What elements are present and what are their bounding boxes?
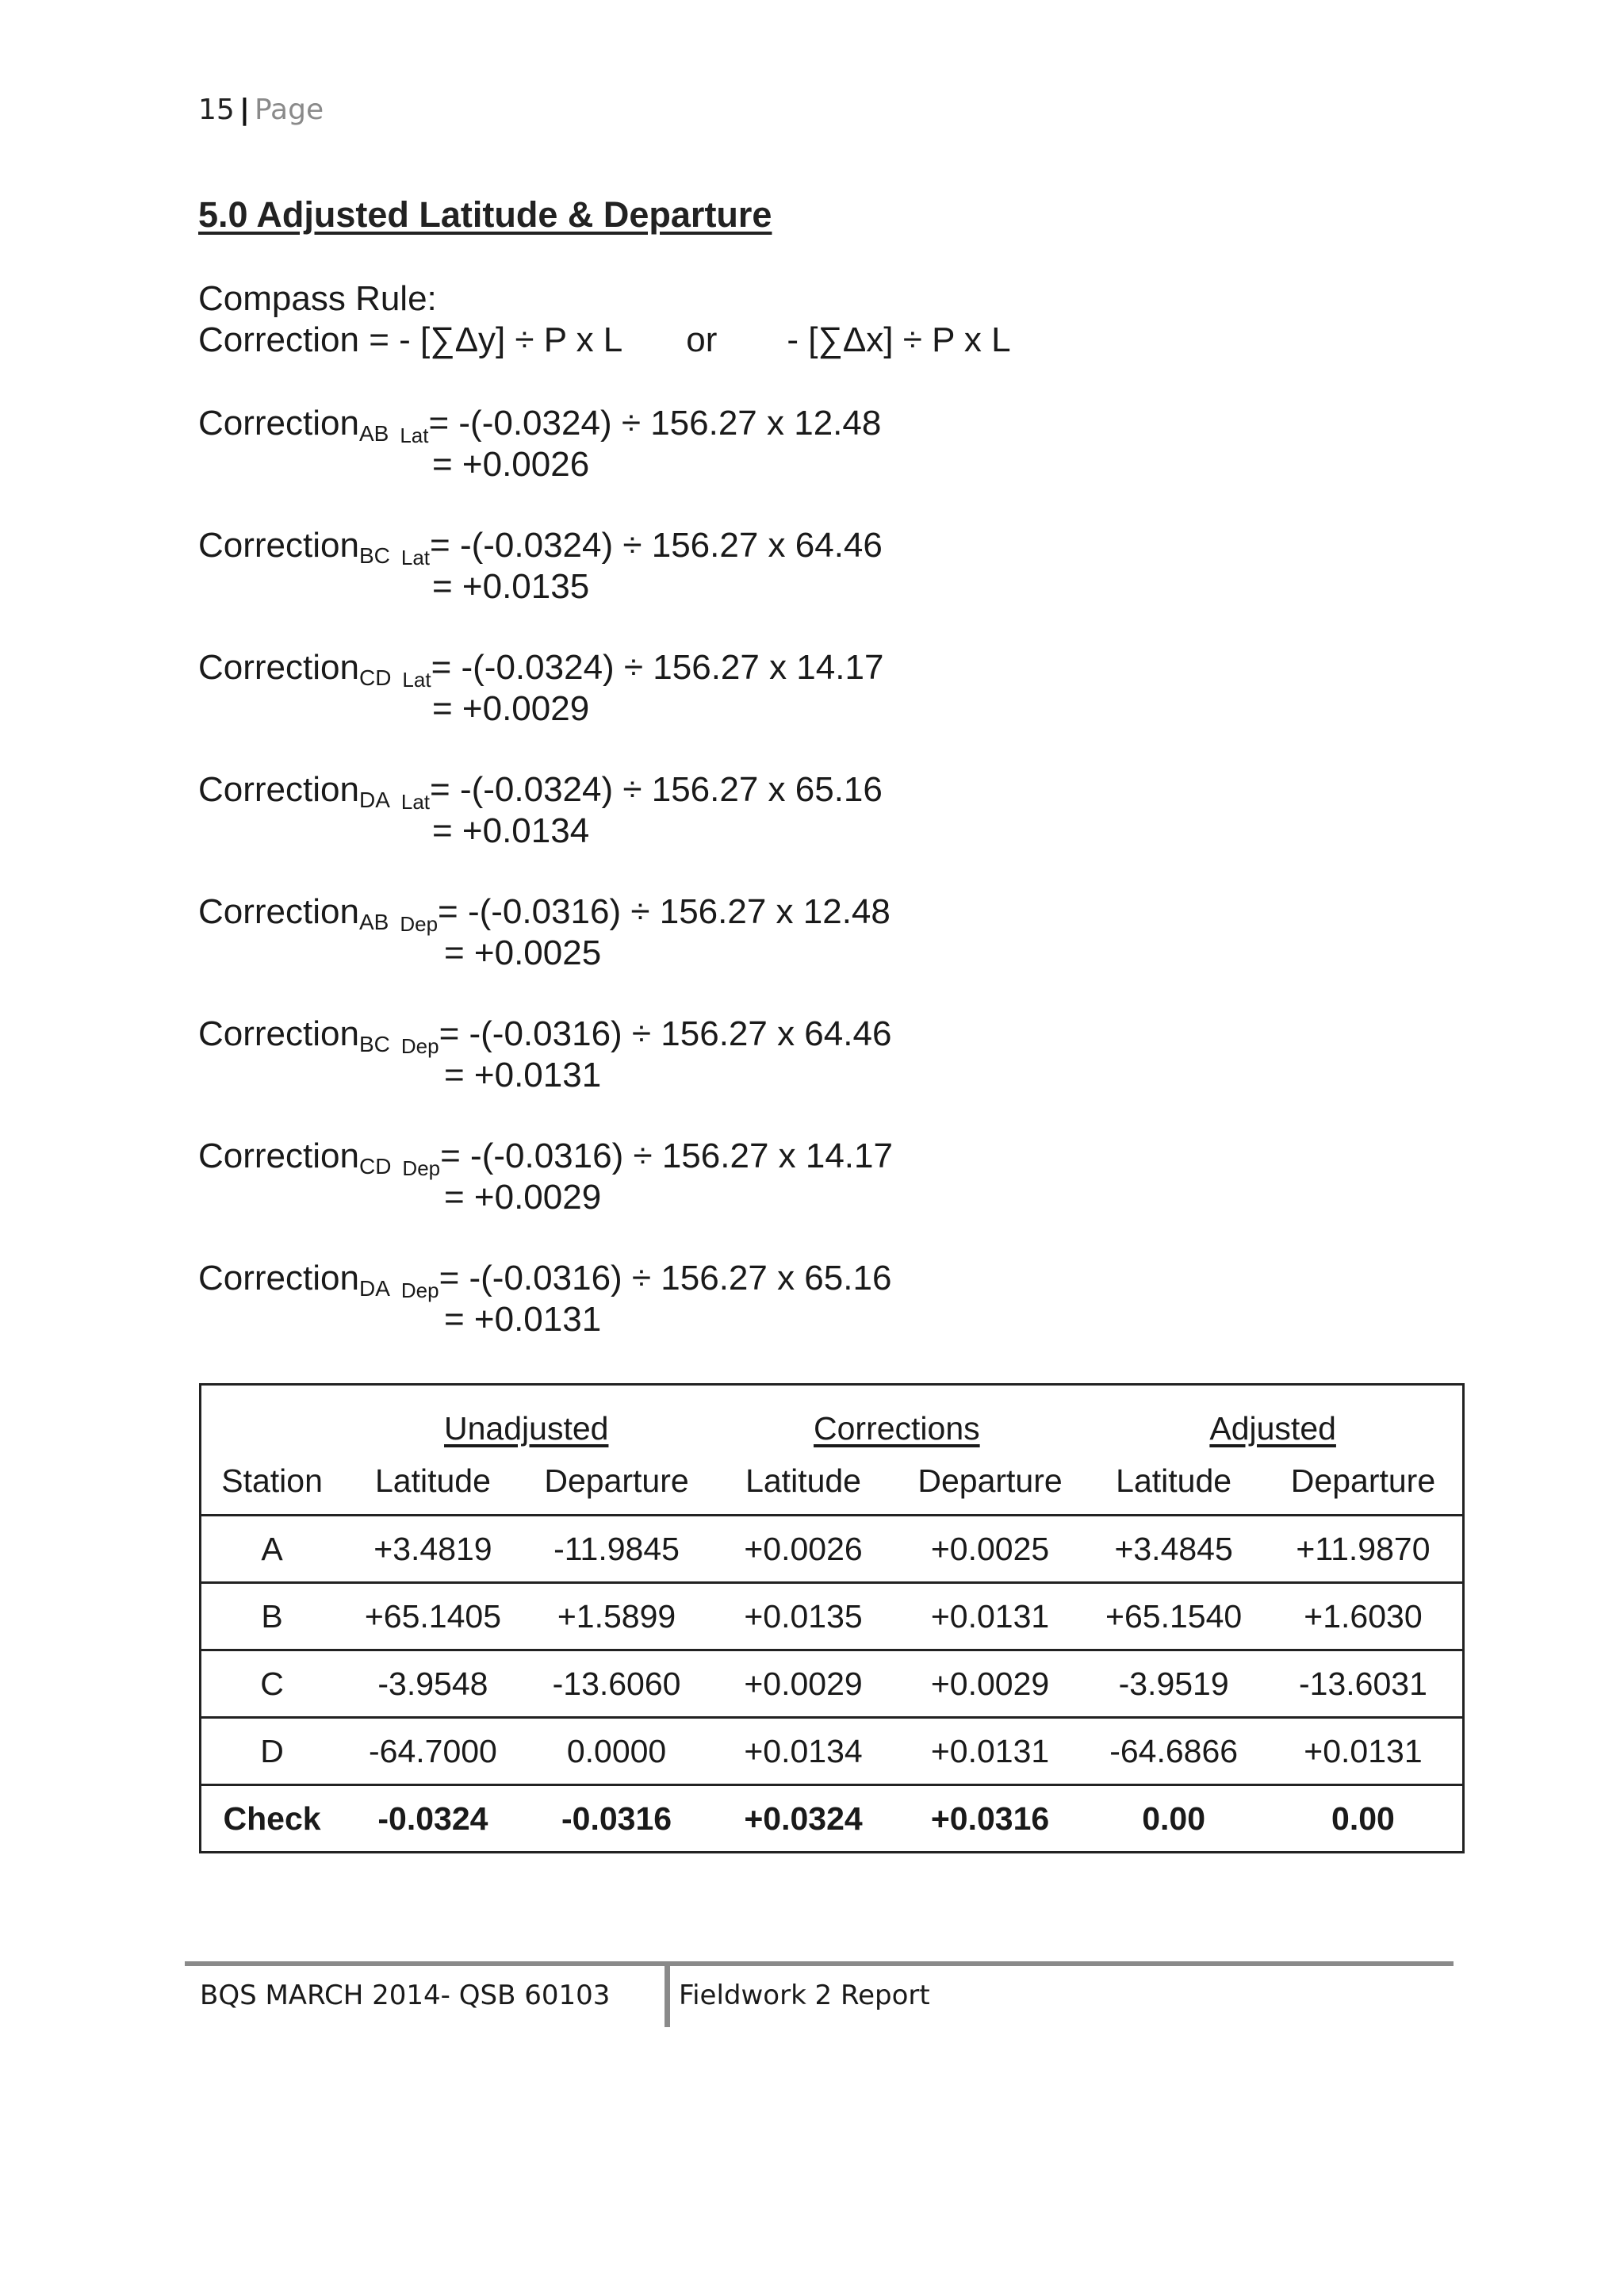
- correction-formula: [198, 320, 1011, 360]
- correction-word: Correction: [198, 1137, 359, 1175]
- type-subscript: Dep: [402, 1156, 441, 1180]
- footer-rule: [185, 1961, 1454, 1966]
- correction-word: Correction: [198, 770, 359, 809]
- correction-result: = +0.0029: [444, 1178, 602, 1217]
- table-cell: -3.9519: [1083, 1650, 1264, 1718]
- table-cell: C: [201, 1650, 343, 1718]
- correction-lat-bc: [198, 525, 883, 608]
- table-cell: +0.0316: [897, 1785, 1084, 1853]
- rule-title: Compass Rule:: [198, 279, 437, 318]
- type-subscript: Dep: [400, 1034, 439, 1058]
- table-cell: +0.0134: [710, 1718, 896, 1785]
- table-row: [201, 1650, 1464, 1718]
- table-cell: +65.1405: [343, 1583, 523, 1650]
- group-corrections: Corrections: [814, 1410, 980, 1447]
- type-subscript: Dep: [400, 1278, 439, 1302]
- page-number: 15: [198, 94, 235, 126]
- line-subscript: AB: [358, 910, 389, 934]
- line-subscript: AB: [358, 421, 389, 446]
- correction-result: = +0.0131: [444, 1056, 602, 1094]
- column-header: Departure: [917, 1462, 1063, 1499]
- type-subscript: Lat: [400, 790, 431, 814]
- table-cell: +1.6030: [1264, 1583, 1464, 1650]
- table-cell: +0.0324: [710, 1785, 896, 1853]
- footer-report-title: Fieldwork 2 Report: [679, 1980, 930, 2011]
- column-header: Latitude: [374, 1462, 491, 1499]
- table-cell: +3.4845: [1083, 1516, 1264, 1583]
- table-cell: B: [201, 1583, 343, 1650]
- line-subscript: BC: [358, 543, 390, 568]
- correction-expression: = -(-0.0324) ÷ 156.27 x 65.16: [430, 770, 883, 809]
- column-header: Departure: [544, 1462, 689, 1499]
- correction-word: Correction: [198, 404, 359, 443]
- table-group-header-row: [201, 1385, 1464, 1448]
- table-cell: -64.6866: [1083, 1718, 1264, 1785]
- correction-lat-cd: [198, 647, 883, 730]
- formula-right: - [∑Δx] ÷ P x L: [787, 320, 1011, 359]
- correction-result: = +0.0135: [432, 567, 590, 606]
- correction-result: = +0.0134: [432, 811, 590, 850]
- correction-dep-da: [198, 1258, 891, 1340]
- table-check-row: [201, 1785, 1464, 1853]
- table-cell: +0.0135: [710, 1583, 896, 1650]
- table-cell: -13.6031: [1264, 1650, 1464, 1718]
- table-cell: +0.0029: [710, 1650, 896, 1718]
- table-header-row: [201, 1447, 1464, 1516]
- page-header: [198, 94, 324, 126]
- correction-dep-ab: [198, 891, 891, 974]
- type-subscript: Lat: [402, 668, 431, 692]
- table-row: [201, 1718, 1464, 1785]
- table-cell: -13.6060: [523, 1650, 710, 1718]
- correction-result: = +0.0131: [444, 1300, 602, 1339]
- line-subscript: DA: [358, 788, 390, 812]
- correction-result: = +0.0029: [432, 689, 590, 728]
- table-cell: +0.0025: [897, 1516, 1084, 1583]
- table-cell: 0.0000: [523, 1718, 710, 1785]
- correction-expression: = -(-0.0316) ÷ 156.27 x 12.48: [438, 892, 891, 931]
- table-cell: +65.1540: [1083, 1583, 1264, 1650]
- column-header: Station: [221, 1462, 323, 1499]
- table-cell: +0.0131: [897, 1718, 1084, 1785]
- line-subscript: DA: [358, 1276, 390, 1301]
- table-cell: +3.4819: [343, 1516, 523, 1583]
- table-cell: +0.0029: [897, 1650, 1084, 1718]
- column-header: Departure: [1290, 1462, 1436, 1499]
- page-word: Page: [254, 94, 324, 126]
- table-cell: -3.9548: [343, 1650, 523, 1718]
- table-cell: +0.0131: [1264, 1718, 1464, 1785]
- section-title: 5.0 Adjusted Latitude & Departure: [198, 194, 772, 235]
- correction-expression: = -(-0.0316) ÷ 156.27 x 14.17: [440, 1137, 893, 1175]
- correction-expression: = -(-0.0316) ÷ 156.27 x 64.46: [439, 1014, 892, 1053]
- table-cell: -64.7000: [343, 1718, 523, 1785]
- correction-lat-da: [198, 769, 883, 852]
- correction-lat-ab: [198, 403, 881, 485]
- adjusted-lat-dep-table: [199, 1383, 1465, 1853]
- table-cell: D: [201, 1718, 343, 1785]
- correction-word: Correction: [198, 892, 359, 931]
- table-cell: -0.0316: [523, 1785, 710, 1853]
- table-cell: +1.5899: [523, 1583, 710, 1650]
- table-cell: +11.9870: [1264, 1516, 1464, 1583]
- line-subscript: BC: [358, 1032, 390, 1056]
- type-subscript: Lat: [400, 424, 429, 447]
- table-row: [201, 1583, 1464, 1650]
- table-cell: Check: [201, 1785, 343, 1853]
- correction-result: = +0.0025: [444, 933, 602, 972]
- table-cell: +0.0131: [897, 1583, 1084, 1650]
- table-cell: -11.9845: [523, 1516, 710, 1583]
- correction-result: = +0.0026: [432, 445, 590, 484]
- line-subscript: CD: [358, 1154, 392, 1179]
- column-header: Latitude: [745, 1462, 861, 1499]
- formula-left: Correction = - [∑Δy] ÷ P x L: [198, 320, 623, 359]
- table-row: [201, 1516, 1464, 1583]
- correction-expression: = -(-0.0324) ÷ 156.27 x 14.17: [431, 648, 884, 687]
- header-separator: |: [239, 94, 250, 126]
- correction-expression: = -(-0.0316) ÷ 156.27 x 65.16: [439, 1259, 892, 1297]
- table-cell: 0.00: [1264, 1785, 1464, 1853]
- type-subscript: Dep: [400, 912, 439, 936]
- correction-dep-cd: [198, 1136, 893, 1218]
- correction-word: Correction: [198, 526, 359, 565]
- correction-word: Correction: [198, 1014, 359, 1053]
- group-adjusted: Adjusted: [1209, 1410, 1336, 1447]
- correction-dep-bc: [198, 1014, 891, 1096]
- line-subscript: CD: [358, 665, 392, 690]
- correction-word: Correction: [198, 1259, 359, 1297]
- correction-expression: = -(-0.0324) ÷ 156.27 x 12.48: [428, 404, 882, 443]
- column-header: Latitude: [1116, 1462, 1232, 1499]
- correction-word: Correction: [198, 648, 359, 687]
- formula-or: or: [686, 320, 718, 359]
- correction-expression: = -(-0.0324) ÷ 156.27 x 64.46: [430, 526, 883, 565]
- table-cell: 0.00: [1083, 1785, 1264, 1853]
- table-cell: +0.0026: [710, 1516, 896, 1583]
- type-subscript: Lat: [400, 546, 431, 569]
- table-cell: -0.0324: [343, 1785, 523, 1853]
- footer-divider: [665, 1964, 670, 2027]
- footer-course-code: BQS MARCH 2014- QSB 60103: [200, 1980, 611, 2011]
- group-unadjusted: Unadjusted: [444, 1410, 609, 1447]
- table-cell: A: [201, 1516, 343, 1583]
